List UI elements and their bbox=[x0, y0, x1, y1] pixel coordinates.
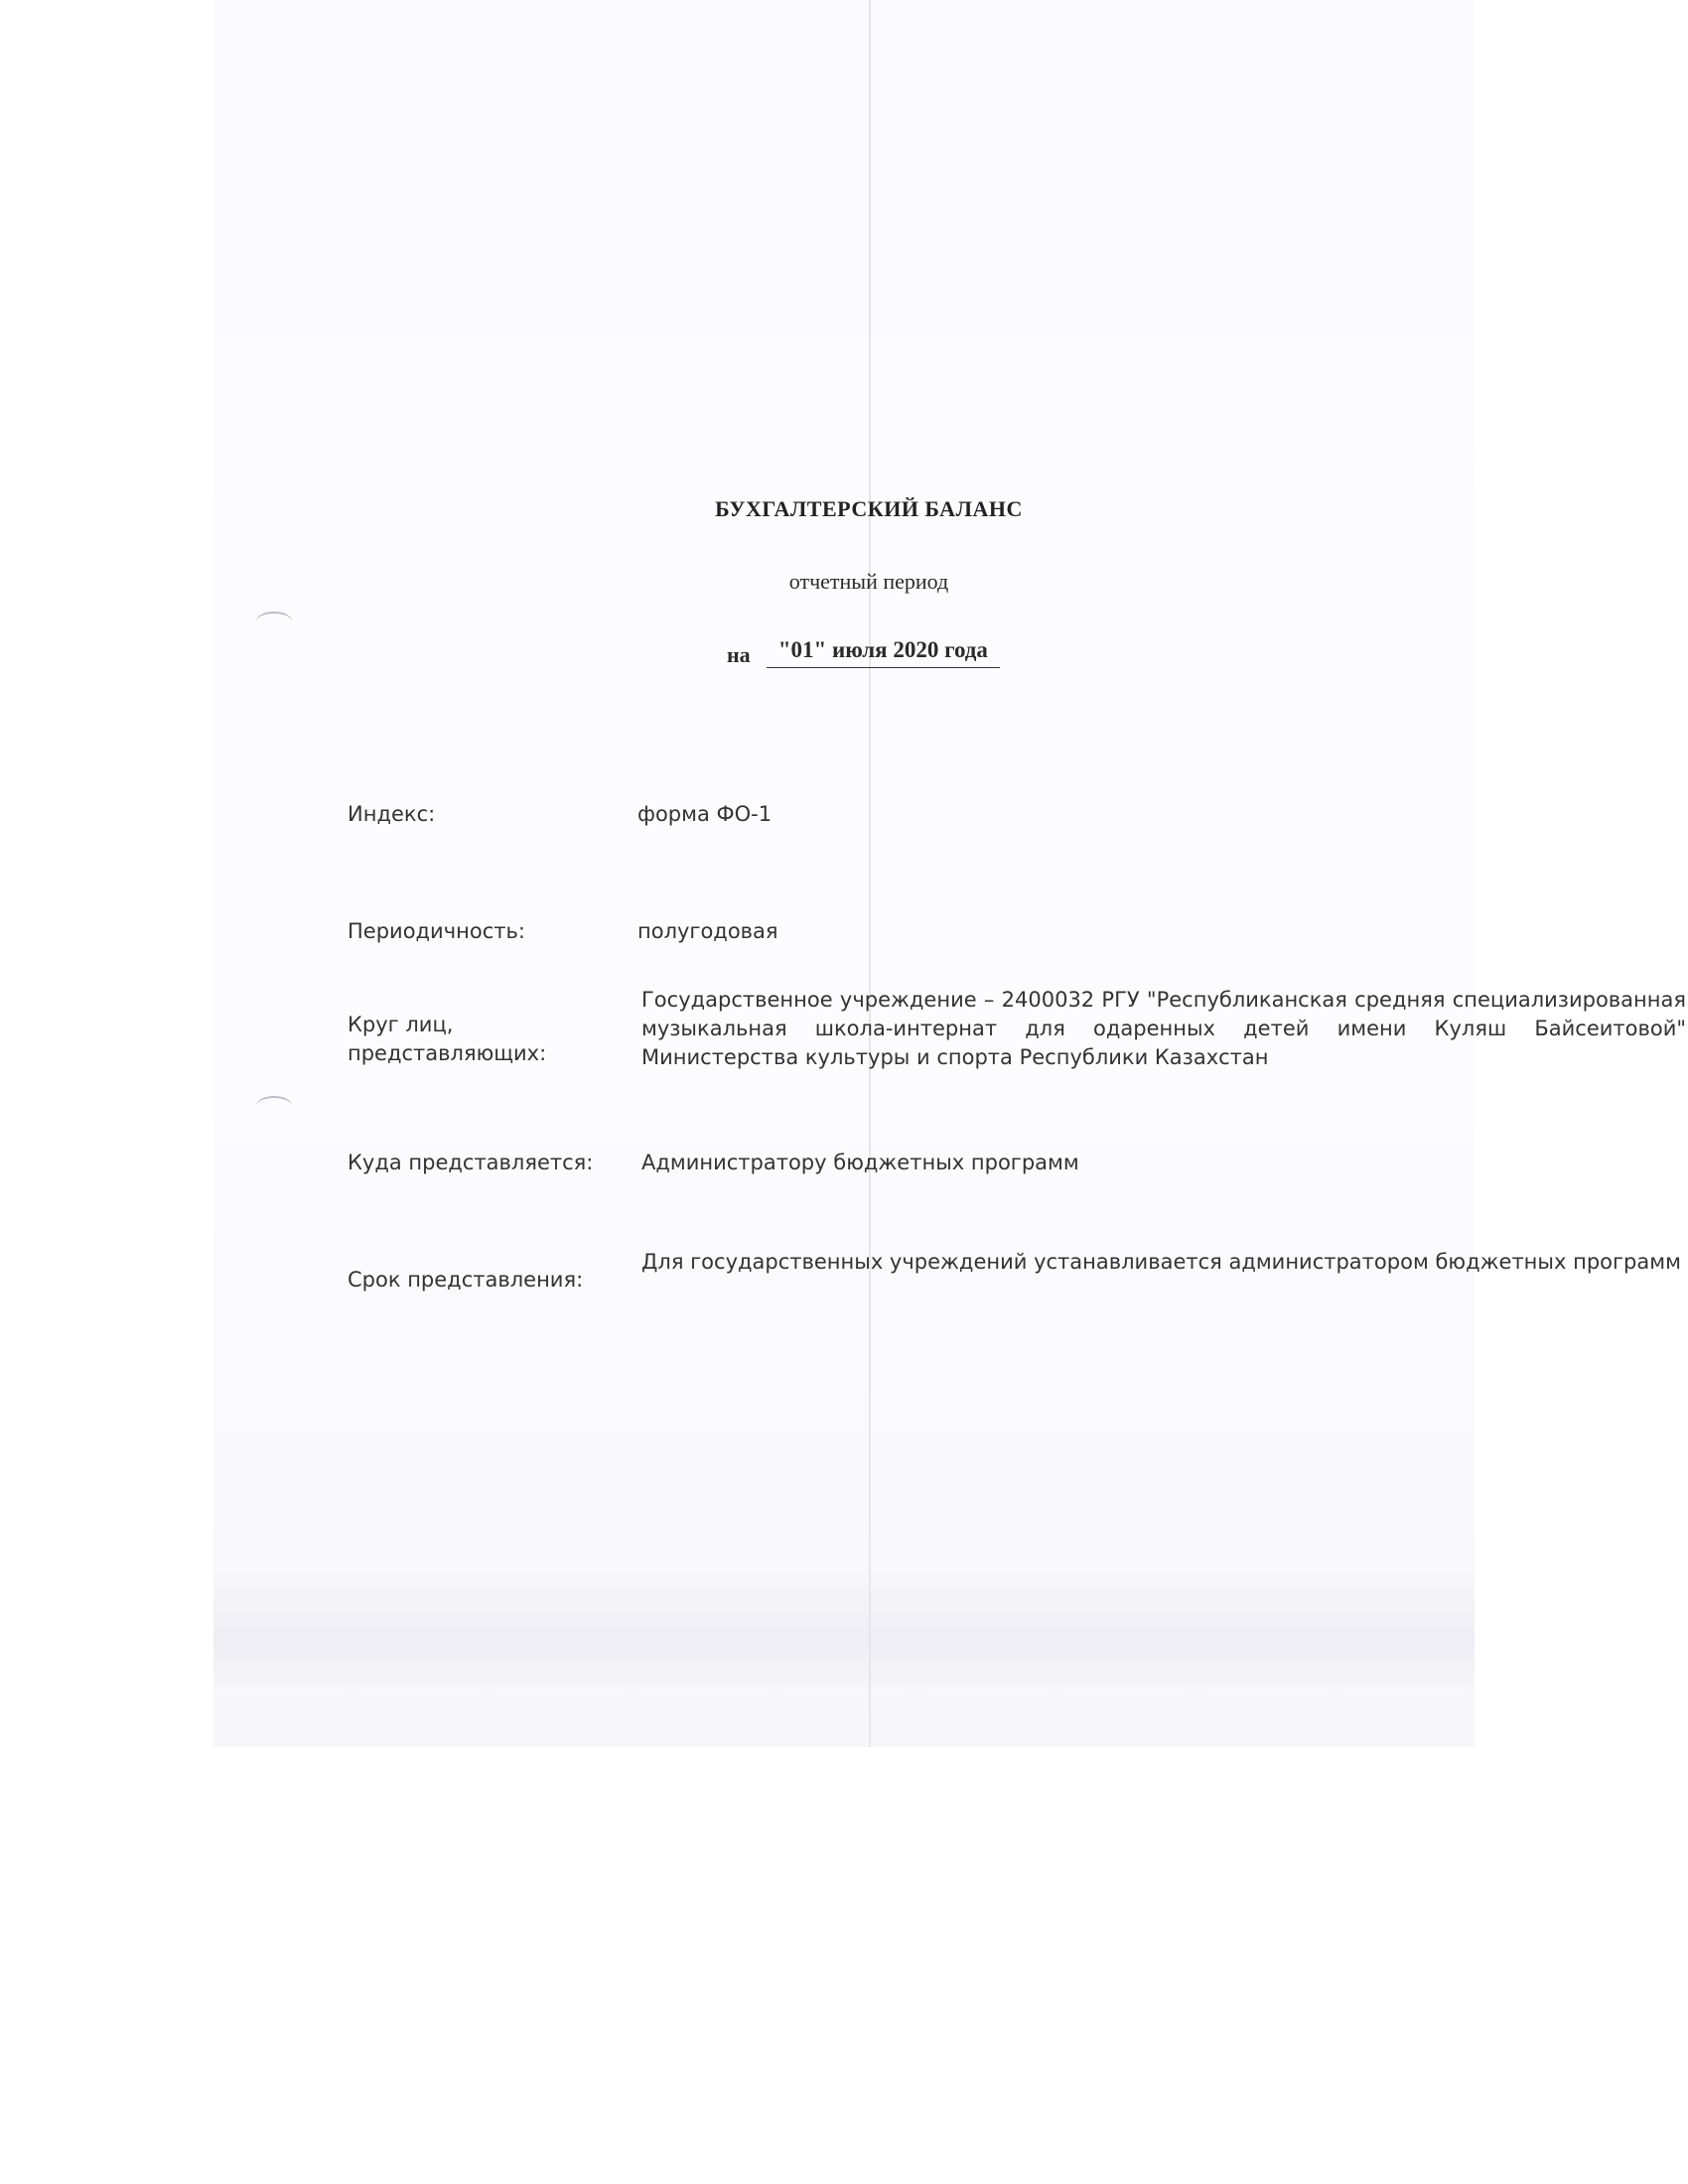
destination-label: Куда представляется: bbox=[348, 1151, 594, 1174]
report-date bbox=[727, 637, 1000, 668]
destination-value: Администратору бюджетных программ bbox=[641, 1151, 1079, 1174]
submitters-label-line2: представляющих: bbox=[348, 1041, 547, 1065]
deadline-value: Для государственных учреждений устанавливается администратором бюджетных программ bbox=[641, 1250, 1681, 1274]
date-prefix: на bbox=[727, 642, 751, 667]
index-value: форма ФО-1 bbox=[637, 802, 773, 826]
submitters-label-line1: Круг лиц, bbox=[348, 1013, 454, 1036]
index-label: Индекс: bbox=[348, 802, 436, 826]
periodicity-value: полугодовая bbox=[637, 919, 778, 943]
punch-hole-mark bbox=[256, 612, 292, 631]
document-title: БУХГАЛТЕРСКИЙ БАЛАНС bbox=[715, 496, 1023, 521]
submitters-value-box bbox=[641, 986, 1688, 1102]
date-value: "01" июля 2020 года bbox=[767, 637, 1000, 668]
scanned-sheet bbox=[213, 0, 1475, 1747]
fold-line bbox=[869, 0, 871, 1747]
submitters-label bbox=[348, 1011, 546, 1068]
submitters-value: Государственное учреждение – 2400032 РГУ "Республиканская средняя специализированная музыкальная школа-интернат для одаренных детей имени Куляш Байсеитовой" Министерства культуры и спорта Республики Казахстан bbox=[641, 988, 1686, 1069]
scan-shadow bbox=[213, 1569, 1475, 1688]
reporting-period-caption: отчетный период bbox=[788, 569, 949, 594]
periodicity-label: Периодичность: bbox=[348, 919, 525, 943]
deadline-label: Срок представления: bbox=[348, 1268, 584, 1292]
punch-hole-mark bbox=[256, 1096, 292, 1116]
